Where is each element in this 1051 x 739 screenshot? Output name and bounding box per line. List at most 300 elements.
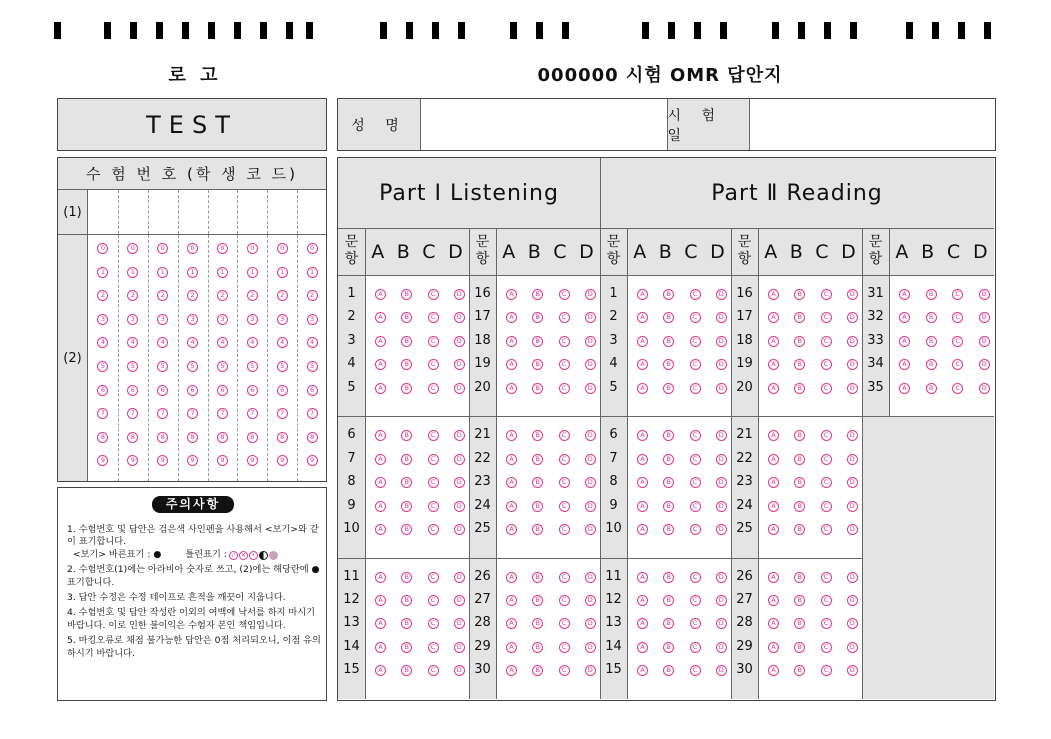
answer-bubble-b[interactable]: B: [926, 383, 937, 394]
answer-bubble-b[interactable]: B: [794, 618, 805, 629]
answer-bubble-d[interactable]: D: [716, 618, 727, 629]
answer-bubble-a[interactable]: A: [768, 430, 779, 441]
student-id-bubble-4[interactable]: 4: [187, 337, 198, 348]
answer-bubble-b[interactable]: B: [532, 312, 543, 323]
answer-bubble-c[interactable]: C: [428, 595, 439, 606]
answer-bubble-d[interactable]: D: [454, 595, 465, 606]
student-id-bubble-6[interactable]: 6: [187, 385, 198, 396]
student-id-bubble-4[interactable]: 4: [307, 337, 318, 348]
answer-bubble-a[interactable]: A: [768, 454, 779, 465]
answer-bubble-b[interactable]: B: [532, 501, 543, 512]
answer-bubble-c[interactable]: C: [821, 359, 832, 370]
student-id-bubble-9[interactable]: 9: [277, 455, 288, 466]
answer-bubble-a[interactable]: A: [637, 642, 648, 653]
answer-bubble-d[interactable]: D: [847, 501, 858, 512]
answer-bubble-d[interactable]: D: [585, 430, 596, 441]
answer-bubble-d[interactable]: D: [585, 501, 596, 512]
answer-bubble-d[interactable]: D: [716, 312, 727, 323]
student-id-bubble-4[interactable]: 4: [97, 337, 108, 348]
answer-bubble-c[interactable]: C: [952, 336, 963, 347]
student-id-bubble-8[interactable]: 8: [217, 432, 228, 443]
student-id-bubble-3[interactable]: 3: [217, 314, 228, 325]
answer-bubble-b[interactable]: B: [794, 665, 805, 676]
student-id-bubble-4[interactable]: 4: [277, 337, 288, 348]
answer-bubble-b[interactable]: B: [401, 359, 412, 370]
answer-bubble-d[interactable]: D: [979, 289, 990, 300]
answer-bubble-a[interactable]: A: [768, 618, 779, 629]
answer-bubble-c[interactable]: C: [690, 524, 701, 535]
student-id-bubble-7[interactable]: 7: [127, 408, 138, 419]
student-id-bubble-9[interactable]: 9: [247, 455, 258, 466]
answer-bubble-d[interactable]: D: [979, 336, 990, 347]
answer-bubble-c[interactable]: C: [690, 430, 701, 441]
student-id-bubble-3[interactable]: 3: [157, 314, 168, 325]
answer-bubble-c[interactable]: C: [821, 572, 832, 583]
student-id-bubble-9[interactable]: 9: [187, 455, 198, 466]
answer-bubble-d[interactable]: D: [847, 572, 858, 583]
answer-bubble-a[interactable]: A: [375, 477, 386, 488]
student-id-bubble-0[interactable]: 0: [217, 243, 228, 254]
answer-bubble-d[interactable]: D: [847, 524, 858, 535]
answer-bubble-c[interactable]: C: [821, 289, 832, 300]
answer-bubble-b[interactable]: B: [532, 524, 543, 535]
answer-bubble-b[interactable]: B: [663, 665, 674, 676]
answer-bubble-d[interactable]: D: [585, 289, 596, 300]
student-id-bubble-0[interactable]: 0: [277, 243, 288, 254]
answer-bubble-b[interactable]: B: [794, 477, 805, 488]
answer-bubble-c[interactable]: C: [821, 524, 832, 535]
student-id-bubble-5[interactable]: 5: [217, 361, 228, 372]
answer-bubble-b[interactable]: B: [794, 642, 805, 653]
answer-bubble-c[interactable]: C: [952, 289, 963, 300]
answer-bubble-c[interactable]: C: [559, 336, 570, 347]
answer-bubble-a[interactable]: A: [768, 501, 779, 512]
answer-bubble-c[interactable]: C: [559, 289, 570, 300]
answer-bubble-a[interactable]: A: [637, 359, 648, 370]
answer-bubble-a[interactable]: A: [637, 289, 648, 300]
answer-bubble-c[interactable]: C: [559, 501, 570, 512]
answer-bubble-b[interactable]: B: [794, 359, 805, 370]
answer-bubble-a[interactable]: A: [768, 595, 779, 606]
answer-bubble-a[interactable]: A: [637, 430, 648, 441]
student-id-bubble-3[interactable]: 3: [97, 314, 108, 325]
answer-bubble-d[interactable]: D: [716, 336, 727, 347]
answer-bubble-a[interactable]: A: [637, 383, 648, 394]
answer-bubble-d[interactable]: D: [585, 642, 596, 653]
answer-bubble-c[interactable]: C: [428, 665, 439, 676]
answer-bubble-d[interactable]: D: [585, 524, 596, 535]
answer-bubble-b[interactable]: B: [532, 430, 543, 441]
exam-date-field[interactable]: [750, 99, 996, 150]
answer-bubble-d[interactable]: D: [585, 572, 596, 583]
answer-bubble-c[interactable]: C: [428, 454, 439, 465]
answer-bubble-c[interactable]: C: [690, 454, 701, 465]
student-id-bubble-1[interactable]: 1: [157, 267, 168, 278]
answer-bubble-b[interactable]: B: [401, 289, 412, 300]
answer-bubble-b[interactable]: B: [663, 524, 674, 535]
answer-bubble-b[interactable]: B: [532, 454, 543, 465]
answer-bubble-d[interactable]: D: [585, 618, 596, 629]
student-id-bubble-3[interactable]: 3: [277, 314, 288, 325]
answer-bubble-b[interactable]: B: [401, 454, 412, 465]
answer-bubble-d[interactable]: D: [979, 312, 990, 323]
answer-bubble-b[interactable]: B: [663, 312, 674, 323]
answer-bubble-b[interactable]: B: [401, 430, 412, 441]
answer-bubble-c[interactable]: C: [559, 642, 570, 653]
student-id-bubble-5[interactable]: 5: [97, 361, 108, 372]
answer-bubble-c[interactable]: C: [821, 665, 832, 676]
student-id-bubble-5[interactable]: 5: [247, 361, 258, 372]
answer-bubble-d[interactable]: D: [847, 642, 858, 653]
answer-bubble-d[interactable]: D: [454, 477, 465, 488]
answer-bubble-c[interactable]: C: [821, 618, 832, 629]
answer-bubble-d[interactable]: D: [716, 595, 727, 606]
answer-bubble-c[interactable]: C: [428, 524, 439, 535]
answer-bubble-b[interactable]: B: [926, 312, 937, 323]
answer-bubble-c[interactable]: C: [559, 477, 570, 488]
answer-bubble-d[interactable]: D: [585, 383, 596, 394]
answer-bubble-a[interactable]: A: [768, 665, 779, 676]
student-id-bubble-1[interactable]: 1: [217, 267, 228, 278]
answer-bubble-a[interactable]: A: [506, 336, 517, 347]
answer-bubble-a[interactable]: A: [637, 501, 648, 512]
student-id-bubble-6[interactable]: 6: [97, 385, 108, 396]
answer-bubble-b[interactable]: B: [401, 618, 412, 629]
answer-bubble-c[interactable]: C: [559, 359, 570, 370]
answer-bubble-a[interactable]: A: [375, 336, 386, 347]
student-id-bubble-7[interactable]: 7: [217, 408, 228, 419]
answer-bubble-b[interactable]: B: [532, 665, 543, 676]
answer-bubble-b[interactable]: B: [663, 595, 674, 606]
answer-bubble-d[interactable]: D: [454, 383, 465, 394]
answer-bubble-b[interactable]: B: [401, 595, 412, 606]
student-id-bubble-1[interactable]: 1: [307, 267, 318, 278]
answer-bubble-c[interactable]: C: [559, 595, 570, 606]
answer-bubble-a[interactable]: A: [637, 595, 648, 606]
student-id-bubble-0[interactable]: 0: [307, 243, 318, 254]
answer-bubble-c[interactable]: C: [559, 430, 570, 441]
answer-bubble-d[interactable]: D: [585, 312, 596, 323]
answer-bubble-d[interactable]: D: [585, 665, 596, 676]
answer-bubble-b[interactable]: B: [663, 501, 674, 512]
answer-bubble-c[interactable]: C: [559, 312, 570, 323]
answer-bubble-c[interactable]: C: [821, 501, 832, 512]
answer-bubble-a[interactable]: A: [375, 665, 386, 676]
answer-bubble-c[interactable]: C: [428, 618, 439, 629]
answer-bubble-b[interactable]: B: [532, 595, 543, 606]
answer-bubble-b[interactable]: B: [532, 618, 543, 629]
answer-bubble-d[interactable]: D: [847, 595, 858, 606]
answer-bubble-c[interactable]: C: [690, 642, 701, 653]
name-field[interactable]: [421, 99, 667, 150]
answer-bubble-a[interactable]: A: [637, 312, 648, 323]
student-id-bubble-8[interactable]: 8: [97, 432, 108, 443]
answer-bubble-c[interactable]: C: [690, 383, 701, 394]
answer-bubble-a[interactable]: A: [506, 454, 517, 465]
answer-bubble-a[interactable]: A: [375, 642, 386, 653]
answer-bubble-a[interactable]: A: [768, 572, 779, 583]
answer-bubble-c[interactable]: C: [428, 312, 439, 323]
answer-bubble-c[interactable]: C: [821, 595, 832, 606]
answer-bubble-b[interactable]: B: [401, 477, 412, 488]
answer-bubble-b[interactable]: B: [794, 524, 805, 535]
student-id-bubble-4[interactable]: 4: [127, 337, 138, 348]
student-id-bubble-6[interactable]: 6: [247, 385, 258, 396]
answer-bubble-d[interactable]: D: [716, 477, 727, 488]
answer-bubble-b[interactable]: B: [794, 312, 805, 323]
answer-bubble-d[interactable]: D: [716, 665, 727, 676]
student-id-bubble-9[interactable]: 9: [157, 455, 168, 466]
answer-bubble-a[interactable]: A: [375, 289, 386, 300]
answer-bubble-c[interactable]: C: [559, 383, 570, 394]
student-id-bubble-4[interactable]: 4: [157, 337, 168, 348]
answer-bubble-c[interactable]: C: [821, 312, 832, 323]
answer-bubble-c[interactable]: C: [821, 642, 832, 653]
answer-bubble-d[interactable]: D: [847, 618, 858, 629]
student-id-bubble-1[interactable]: 1: [97, 267, 108, 278]
answer-bubble-d[interactable]: D: [847, 359, 858, 370]
answer-bubble-b[interactable]: B: [532, 642, 543, 653]
answer-bubble-a[interactable]: A: [506, 642, 517, 653]
answer-bubble-a[interactable]: A: [506, 572, 517, 583]
answer-bubble-b[interactable]: B: [663, 336, 674, 347]
answer-bubble-a[interactable]: A: [768, 289, 779, 300]
answer-bubble-b[interactable]: B: [401, 572, 412, 583]
answer-bubble-d[interactable]: D: [716, 524, 727, 535]
student-id-bubble-3[interactable]: 3: [127, 314, 138, 325]
student-id-bubble-3[interactable]: 3: [187, 314, 198, 325]
answer-bubble-c[interactable]: C: [690, 289, 701, 300]
student-id-bubble-2[interactable]: 2: [307, 290, 318, 301]
answer-bubble-a[interactable]: A: [637, 572, 648, 583]
answer-bubble-c[interactable]: C: [559, 524, 570, 535]
student-id-bubble-7[interactable]: 7: [247, 408, 258, 419]
student-id-bubble-6[interactable]: 6: [277, 385, 288, 396]
answer-bubble-c[interactable]: C: [690, 312, 701, 323]
answer-bubble-b[interactable]: B: [532, 477, 543, 488]
answer-bubble-d[interactable]: D: [454, 289, 465, 300]
student-id-bubble-9[interactable]: 9: [97, 455, 108, 466]
answer-bubble-c[interactable]: C: [821, 477, 832, 488]
answer-bubble-a[interactable]: A: [768, 336, 779, 347]
answer-bubble-c[interactable]: C: [690, 595, 701, 606]
answer-bubble-d[interactable]: D: [585, 336, 596, 347]
answer-bubble-c[interactable]: C: [690, 618, 701, 629]
answer-bubble-a[interactable]: A: [506, 595, 517, 606]
answer-bubble-b[interactable]: B: [926, 359, 937, 370]
answer-bubble-b[interactable]: B: [794, 454, 805, 465]
answer-bubble-a[interactable]: A: [506, 312, 517, 323]
answer-bubble-b[interactable]: B: [401, 383, 412, 394]
answer-bubble-d[interactable]: D: [847, 383, 858, 394]
answer-bubble-d[interactable]: D: [454, 642, 465, 653]
answer-bubble-d[interactable]: D: [454, 312, 465, 323]
answer-bubble-c[interactable]: C: [428, 501, 439, 512]
student-id-bubble-4[interactable]: 4: [217, 337, 228, 348]
answer-bubble-d[interactable]: D: [454, 665, 465, 676]
answer-bubble-b[interactable]: B: [794, 336, 805, 347]
answer-bubble-b[interactable]: B: [401, 642, 412, 653]
answer-bubble-b[interactable]: B: [663, 642, 674, 653]
answer-bubble-a[interactable]: A: [506, 618, 517, 629]
answer-bubble-a[interactable]: A: [637, 454, 648, 465]
student-id-bubble-0[interactable]: 0: [97, 243, 108, 254]
answer-bubble-b[interactable]: B: [794, 572, 805, 583]
student-id-bubble-8[interactable]: 8: [127, 432, 138, 443]
student-id-bubble-8[interactable]: 8: [187, 432, 198, 443]
student-id-bubble-1[interactable]: 1: [187, 267, 198, 278]
answer-bubble-d[interactable]: D: [847, 430, 858, 441]
answer-bubble-b[interactable]: B: [794, 501, 805, 512]
answer-bubble-b[interactable]: B: [401, 665, 412, 676]
answer-bubble-c[interactable]: C: [690, 359, 701, 370]
student-id-bubble-1[interactable]: 1: [277, 267, 288, 278]
student-id-bubble-8[interactable]: 8: [277, 432, 288, 443]
student-id-bubble-1[interactable]: 1: [247, 267, 258, 278]
answer-bubble-a[interactable]: A: [375, 454, 386, 465]
answer-bubble-b[interactable]: B: [401, 312, 412, 323]
student-id-bubble-6[interactable]: 6: [217, 385, 228, 396]
student-id-bubble-0[interactable]: 0: [157, 243, 168, 254]
answer-bubble-b[interactable]: B: [794, 430, 805, 441]
answer-bubble-b[interactable]: B: [532, 289, 543, 300]
student-id-bubble-4[interactable]: 4: [247, 337, 258, 348]
answer-bubble-b[interactable]: B: [532, 572, 543, 583]
answer-bubble-c[interactable]: C: [952, 312, 963, 323]
answer-bubble-b[interactable]: B: [926, 289, 937, 300]
answer-bubble-b[interactable]: B: [663, 289, 674, 300]
answer-bubble-c[interactable]: C: [428, 642, 439, 653]
answer-bubble-b[interactable]: B: [663, 359, 674, 370]
answer-bubble-a[interactable]: A: [899, 312, 910, 323]
answer-bubble-c[interactable]: C: [821, 336, 832, 347]
student-id-bubble-7[interactable]: 7: [157, 408, 168, 419]
student-id-bubble-2[interactable]: 2: [127, 290, 138, 301]
answer-bubble-c[interactable]: C: [428, 477, 439, 488]
student-id-bubble-9[interactable]: 9: [307, 455, 318, 466]
answer-bubble-a[interactable]: A: [506, 289, 517, 300]
answer-bubble-d[interactable]: D: [847, 477, 858, 488]
answer-bubble-b[interactable]: B: [794, 595, 805, 606]
student-id-bubble-5[interactable]: 5: [187, 361, 198, 372]
student-id-bubble-7[interactable]: 7: [97, 408, 108, 419]
answer-bubble-b[interactable]: B: [401, 501, 412, 512]
answer-bubble-d[interactable]: D: [847, 312, 858, 323]
student-id-bubble-2[interactable]: 2: [157, 290, 168, 301]
answer-bubble-a[interactable]: A: [637, 336, 648, 347]
answer-bubble-a[interactable]: A: [506, 430, 517, 441]
answer-bubble-d[interactable]: D: [454, 454, 465, 465]
answer-bubble-a[interactable]: A: [768, 524, 779, 535]
answer-bubble-c[interactable]: C: [690, 336, 701, 347]
answer-bubble-b[interactable]: B: [663, 383, 674, 394]
answer-bubble-d[interactable]: D: [847, 665, 858, 676]
student-id-bubble-5[interactable]: 5: [157, 361, 168, 372]
answer-bubble-b[interactable]: B: [663, 454, 674, 465]
student-id-bubble-2[interactable]: 2: [217, 290, 228, 301]
answer-bubble-a[interactable]: A: [375, 572, 386, 583]
answer-bubble-a[interactable]: A: [375, 618, 386, 629]
answer-bubble-d[interactable]: D: [716, 572, 727, 583]
student-id-bubble-5[interactable]: 5: [277, 361, 288, 372]
answer-bubble-a[interactable]: A: [899, 289, 910, 300]
answer-bubble-c[interactable]: C: [690, 501, 701, 512]
answer-bubble-a[interactable]: A: [506, 665, 517, 676]
student-id-write-row[interactable]: [88, 190, 326, 235]
answer-bubble-b[interactable]: B: [663, 477, 674, 488]
answer-bubble-a[interactable]: A: [899, 359, 910, 370]
answer-bubble-c[interactable]: C: [690, 665, 701, 676]
answer-bubble-a[interactable]: A: [768, 477, 779, 488]
answer-bubble-b[interactable]: B: [794, 383, 805, 394]
answer-bubble-d[interactable]: D: [979, 359, 990, 370]
answer-bubble-d[interactable]: D: [716, 430, 727, 441]
answer-bubble-a[interactable]: A: [506, 359, 517, 370]
answer-bubble-d[interactable]: D: [454, 572, 465, 583]
answer-bubble-c[interactable]: C: [952, 359, 963, 370]
answer-bubble-d[interactable]: D: [847, 454, 858, 465]
answer-bubble-b[interactable]: B: [663, 430, 674, 441]
answer-bubble-a[interactable]: A: [506, 524, 517, 535]
student-id-bubble-6[interactable]: 6: [157, 385, 168, 396]
answer-bubble-d[interactable]: D: [847, 289, 858, 300]
answer-bubble-c[interactable]: C: [428, 336, 439, 347]
answer-bubble-d[interactable]: D: [454, 524, 465, 535]
answer-bubble-d[interactable]: D: [454, 618, 465, 629]
answer-bubble-b[interactable]: B: [401, 336, 412, 347]
answer-bubble-a[interactable]: A: [506, 383, 517, 394]
student-id-bubble-9[interactable]: 9: [217, 455, 228, 466]
answer-bubble-c[interactable]: C: [428, 359, 439, 370]
answer-bubble-a[interactable]: A: [768, 383, 779, 394]
answer-bubble-d[interactable]: D: [454, 359, 465, 370]
student-id-bubble-0[interactable]: 0: [247, 243, 258, 254]
answer-bubble-c[interactable]: C: [690, 477, 701, 488]
answer-bubble-c[interactable]: C: [559, 618, 570, 629]
answer-bubble-b[interactable]: B: [532, 359, 543, 370]
answer-bubble-a[interactable]: A: [375, 359, 386, 370]
answer-bubble-a[interactable]: A: [637, 477, 648, 488]
answer-bubble-c[interactable]: C: [559, 665, 570, 676]
answer-bubble-b[interactable]: B: [401, 524, 412, 535]
student-id-bubble-5[interactable]: 5: [127, 361, 138, 372]
answer-bubble-b[interactable]: B: [794, 289, 805, 300]
answer-bubble-a[interactable]: A: [899, 336, 910, 347]
answer-bubble-b[interactable]: B: [532, 383, 543, 394]
answer-bubble-d[interactable]: D: [716, 289, 727, 300]
student-id-bubble-7[interactable]: 7: [277, 408, 288, 419]
answer-bubble-c[interactable]: C: [428, 572, 439, 583]
answer-bubble-d[interactable]: D: [585, 454, 596, 465]
student-id-bubble-7[interactable]: 7: [307, 408, 318, 419]
answer-bubble-c[interactable]: C: [559, 572, 570, 583]
student-id-bubble-2[interactable]: 2: [277, 290, 288, 301]
answer-bubble-c[interactable]: C: [821, 383, 832, 394]
answer-bubble-c[interactable]: C: [952, 383, 963, 394]
answer-bubble-d[interactable]: D: [716, 501, 727, 512]
answer-bubble-a[interactable]: A: [375, 383, 386, 394]
answer-bubble-d[interactable]: D: [847, 336, 858, 347]
answer-bubble-c[interactable]: C: [428, 289, 439, 300]
answer-bubble-a[interactable]: A: [899, 383, 910, 394]
student-id-bubble-8[interactable]: 8: [157, 432, 168, 443]
student-id-bubble-1[interactable]: 1: [127, 267, 138, 278]
answer-bubble-b[interactable]: B: [663, 618, 674, 629]
answer-bubble-a[interactable]: A: [375, 595, 386, 606]
answer-bubble-a[interactable]: A: [768, 312, 779, 323]
answer-bubble-d[interactable]: D: [454, 430, 465, 441]
answer-bubble-d[interactable]: D: [979, 383, 990, 394]
